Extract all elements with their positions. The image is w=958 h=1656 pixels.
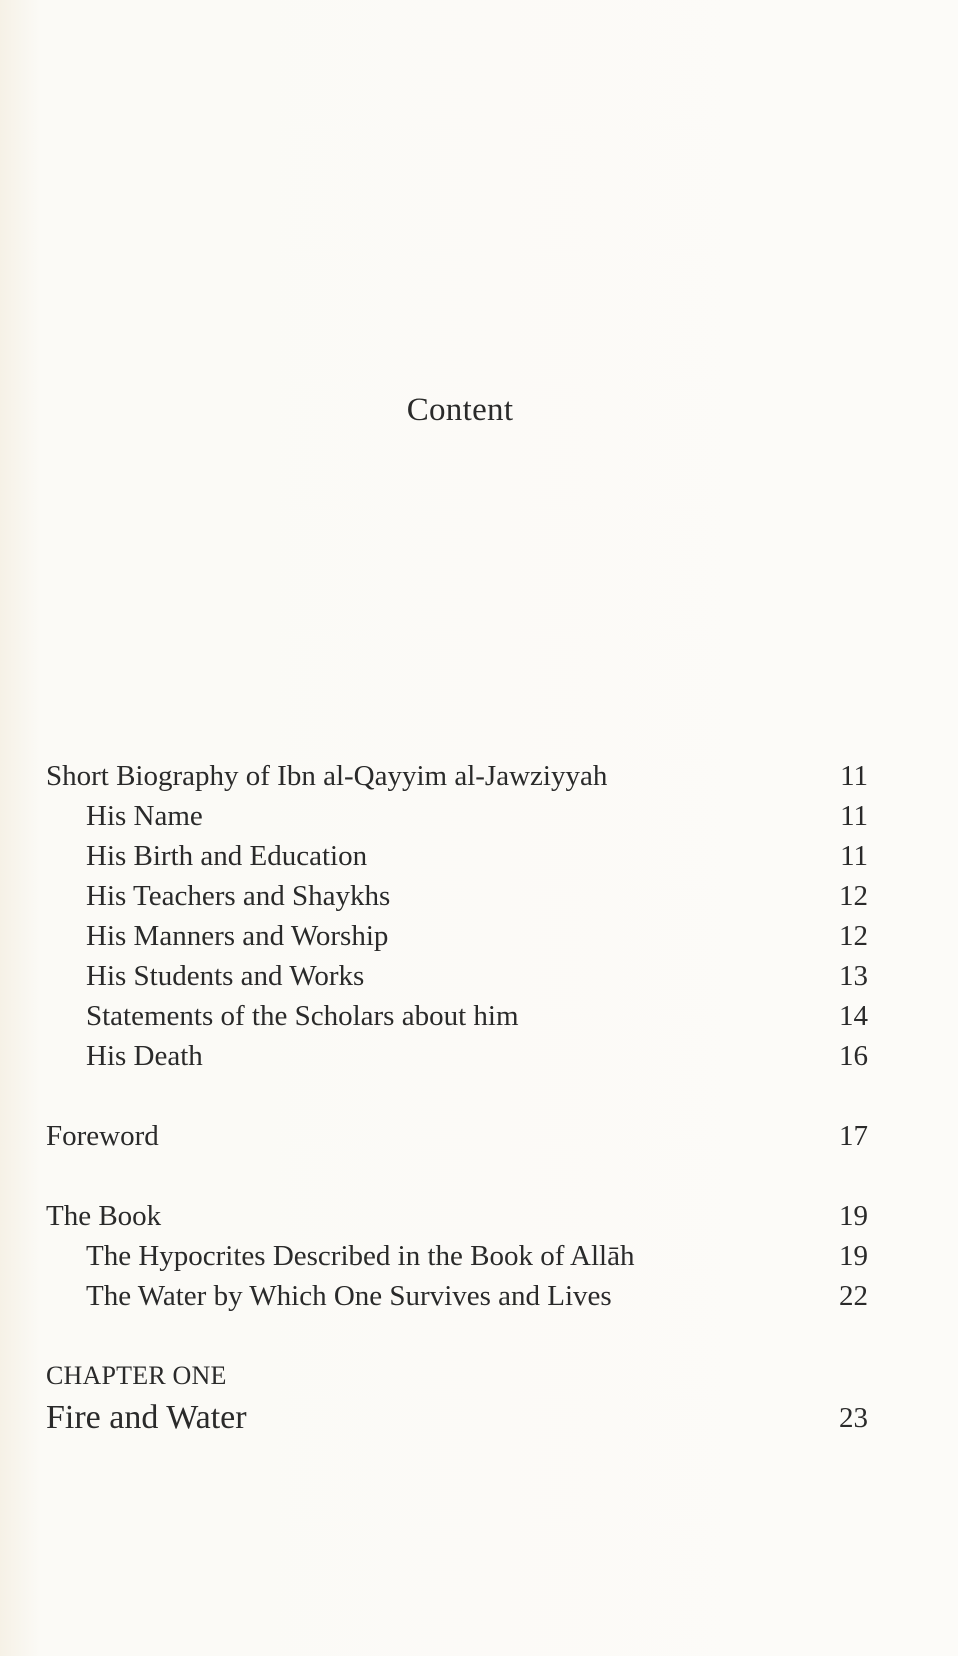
chapter-page: 23 [839, 1402, 868, 1434]
toc-subentry [46, 796, 868, 836]
toc-subentry-label: His Birth and Education [86, 840, 368, 872]
toc-subentry-label: His Students and Works [86, 960, 365, 992]
toc-subentry-label: His Death [86, 1040, 203, 1072]
toc-entry [46, 1196, 868, 1236]
toc-entry [46, 756, 868, 796]
toc-subentry-label: His Manners and Worship [86, 920, 389, 952]
toc-subentry-label: Statements of the Scholars about him [86, 1000, 519, 1032]
toc-entry-label: Short Biography of Ibn al-Qayyim al-Jawziyyah [46, 760, 608, 792]
section-gap [46, 1316, 868, 1356]
toc-subentry-page: 13 [839, 960, 868, 992]
toc-subentry-page: 12 [839, 880, 868, 912]
toc-entry-page: 11 [840, 760, 868, 792]
toc-subentry-page: 11 [840, 800, 868, 832]
toc-subentry [46, 996, 868, 1036]
toc-entry-label: The Book [46, 1200, 162, 1232]
page-title: Content [406, 392, 514, 428]
toc-subentry-page: 16 [839, 1040, 868, 1072]
toc-subentry [46, 836, 868, 876]
toc-subentry-label: His Name [86, 800, 203, 832]
toc-subentry [46, 876, 868, 916]
toc-subentry-page: 12 [839, 920, 868, 952]
toc-subentry [46, 1276, 868, 1316]
toc-entry [46, 1116, 868, 1156]
toc-subentry-page: 11 [840, 840, 868, 872]
chapter-entry [46, 1396, 868, 1440]
toc-subentry [46, 1236, 868, 1276]
chapter-heading: CHAPTER ONE [46, 1361, 227, 1390]
toc-subentry-page: 14 [839, 1000, 868, 1032]
section-gap [46, 1156, 868, 1196]
section-gap [46, 1076, 868, 1116]
table-of-contents [46, 756, 868, 1440]
chapter-title: Fire and Water [46, 1399, 247, 1436]
toc-entry-page: 17 [839, 1120, 868, 1152]
toc-subentry-label: The Water by Which One Survives and Lives [86, 1280, 612, 1312]
toc-subentry-label: The Hypocrites Described in the Book of Allāh [86, 1240, 635, 1272]
toc-entry-label: Foreword [46, 1120, 159, 1152]
toc-subentry-page: 22 [839, 1280, 868, 1312]
toc-subentry-page: 19 [839, 1240, 868, 1272]
toc-subentry [46, 916, 868, 956]
toc-subentry-label: His Teachers and Shaykhs [86, 880, 391, 912]
toc-subentry [46, 956, 868, 996]
toc-subentry [46, 1036, 868, 1076]
toc-entry-page: 19 [839, 1200, 868, 1232]
